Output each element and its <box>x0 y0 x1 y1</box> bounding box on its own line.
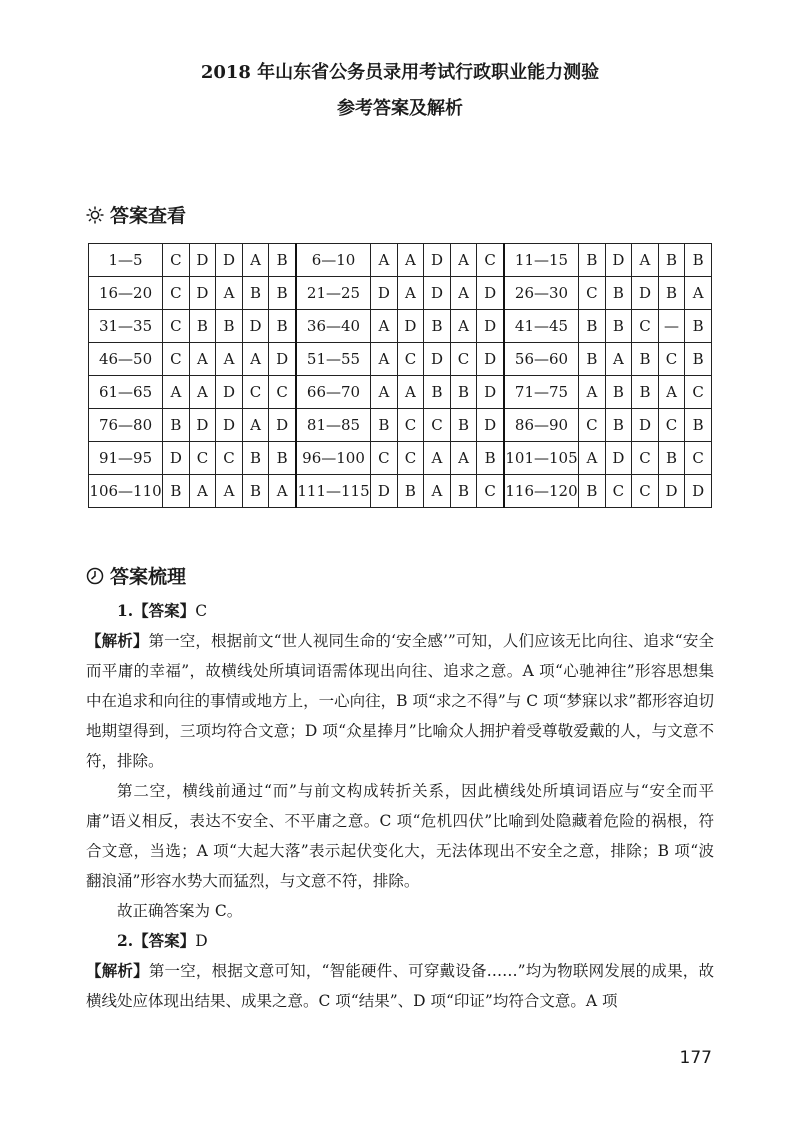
answer-cell: A <box>632 244 659 277</box>
answer-cell: B <box>658 244 685 277</box>
answer-cell: B <box>579 244 606 277</box>
answer-cell: D <box>242 310 269 343</box>
page-subtitle: 参考答案及解析 <box>337 98 463 119</box>
answer-cell: D <box>685 475 712 508</box>
answer-cell: B <box>632 376 659 409</box>
q2-analysis-p1 <box>86 956 714 1016</box>
q1-analysis-label: 【解析】 <box>86 631 149 650</box>
answer-cell: B <box>269 310 296 343</box>
answer-cell: A <box>605 343 632 376</box>
answer-cell: D <box>189 277 216 310</box>
answer-cell: A <box>397 244 424 277</box>
answer-cell: A <box>216 343 243 376</box>
answer-cell: B <box>477 442 504 475</box>
page-number: 177 <box>679 1048 712 1068</box>
answer-cell: B <box>424 376 451 409</box>
answer-cell: A <box>269 475 296 508</box>
question-range: 36—40 <box>296 310 371 343</box>
answer-cell: D <box>397 310 424 343</box>
q1-answer: C <box>195 602 208 620</box>
answer-cell: B <box>685 343 712 376</box>
clock-icon <box>86 567 104 585</box>
answer-cell: B <box>189 310 216 343</box>
answer-cell: C <box>632 475 659 508</box>
answer-cell: A <box>371 376 398 409</box>
question-range: 96—100 <box>296 442 371 475</box>
answer-cell: A <box>371 310 398 343</box>
answer-row <box>89 277 712 310</box>
answer-cell: B <box>450 409 477 442</box>
answer-cell: D <box>632 409 659 442</box>
answer-cell: C <box>163 244 190 277</box>
answer-cell: B <box>424 310 451 343</box>
answer-cell: B <box>685 310 712 343</box>
answer-cell: C <box>579 277 606 310</box>
answer-row <box>89 343 712 376</box>
answer-row <box>89 475 712 508</box>
answer-cell: C <box>632 442 659 475</box>
section-answers-heading <box>86 201 186 228</box>
answer-cell: D <box>477 376 504 409</box>
answer-cell: A <box>450 310 477 343</box>
answer-cell: B <box>269 277 296 310</box>
q1-analysis-text: 第一空，根据前文“世人视同生命的‘安全感’”可知，人们应该无比向往、追求“安全而平庸的幸福”，故横线处所填词语需体现出向往、追求之意。A 项“心驰神往”形容思想集中在追求和向往的事情或地方上，一心向往，B 项“求之不得”与 C 项“梦寐以求”都形容迫切地期望得到，三项均符合文意；D 项“众星捧月”比喻众人拥护着受尊敬爱戴的人，与文意不符，排除。 <box>86 632 714 770</box>
answer-cell: B <box>371 409 398 442</box>
question-range: 106—110 <box>89 475 163 508</box>
question-range: 26—30 <box>504 277 579 310</box>
answer-cell: C <box>216 442 243 475</box>
answer-cell: C <box>450 343 477 376</box>
question-range: 31—35 <box>89 310 163 343</box>
q1-analysis-p1 <box>86 626 714 776</box>
question-range: 41—45 <box>504 310 579 343</box>
answer-cell: B <box>242 277 269 310</box>
answer-cell: — <box>658 310 685 343</box>
question-range: 1—5 <box>89 244 163 277</box>
answer-cell: A <box>189 343 216 376</box>
answer-cell: C <box>685 442 712 475</box>
answer-cell: D <box>424 343 451 376</box>
answer-cell: C <box>477 244 504 277</box>
answer-cell: A <box>216 277 243 310</box>
question-range: 11—15 <box>504 244 579 277</box>
answer-cell: B <box>605 376 632 409</box>
answer-cell: D <box>658 475 685 508</box>
question-range: 81—85 <box>296 409 371 442</box>
answer-cell: B <box>579 343 606 376</box>
answer-cell: D <box>424 277 451 310</box>
answer-cell: A <box>242 343 269 376</box>
answer-cell: A <box>579 442 606 475</box>
q2-label: 2.【答案】 <box>117 931 196 950</box>
section-review-heading <box>86 562 186 589</box>
answer-cell: A <box>189 376 216 409</box>
answer-cell: B <box>163 475 190 508</box>
answer-cell: B <box>632 343 659 376</box>
question-range: 56—60 <box>504 343 579 376</box>
answer-cell: D <box>371 277 398 310</box>
question-range: 91—95 <box>89 442 163 475</box>
answer-cell: B <box>579 475 606 508</box>
section-answers-title: 答案查看 <box>110 205 187 227</box>
answer-cell: A <box>242 244 269 277</box>
question-range: 71—75 <box>504 376 579 409</box>
answer-cell: C <box>163 277 190 310</box>
answer-cell: D <box>371 475 398 508</box>
answer-cell: C <box>242 376 269 409</box>
answer-cell: C <box>579 409 606 442</box>
question-range: 16—20 <box>89 277 163 310</box>
answer-cell: D <box>477 343 504 376</box>
answer-cell: B <box>450 376 477 409</box>
question-range: 6—10 <box>296 244 371 277</box>
answer-cell: A <box>450 442 477 475</box>
answer-cell: D <box>477 310 504 343</box>
answer-cell: D <box>216 376 243 409</box>
answer-cell: C <box>658 343 685 376</box>
answer-cell: A <box>216 475 243 508</box>
answer-cell: A <box>424 475 451 508</box>
answer-row <box>89 442 712 475</box>
page-title: 2018 年山东省公务员录用考试行政职业能力测验 <box>200 62 600 83</box>
answer-cell: A <box>189 475 216 508</box>
question-range: 76—80 <box>89 409 163 442</box>
answer-cell: A <box>424 442 451 475</box>
answer-cell: D <box>605 442 632 475</box>
answer-cell: B <box>605 310 632 343</box>
answer-cell: C <box>605 475 632 508</box>
answer-cell: C <box>371 442 398 475</box>
answer-cell: B <box>242 475 269 508</box>
answer-cell: C <box>163 343 190 376</box>
answer-cell: A <box>371 244 398 277</box>
question-range: 51—55 <box>296 343 371 376</box>
question-range: 21—25 <box>296 277 371 310</box>
q2-analysis-text: 第一空，根据文意可知，“智能硬件、可穿戴设备……”均为物联网发展的成果，故横线处应体现出结果、成果之意。C 项“结果”、D 项“印证”均符合文意。A 项 <box>86 962 714 1010</box>
answer-cell: B <box>605 277 632 310</box>
section-review-title: 答案梳理 <box>110 566 187 588</box>
answer-cell: B <box>216 310 243 343</box>
answer-cell: B <box>685 409 712 442</box>
answer-cell: A <box>397 277 424 310</box>
answer-cell: C <box>163 310 190 343</box>
answer-cell: B <box>397 475 424 508</box>
answer-cell: D <box>216 244 243 277</box>
q2-answer-line <box>86 926 714 956</box>
question-range: 61—65 <box>89 376 163 409</box>
answer-cell: C <box>658 409 685 442</box>
answer-cell: A <box>450 244 477 277</box>
q1-conclusion: 故正确答案为 C。 <box>117 902 243 920</box>
answer-cell: C <box>477 475 504 508</box>
answer-cell: C <box>269 376 296 409</box>
question-range: 101—105 <box>504 442 579 475</box>
q1-label: 1.【答案】 <box>117 601 196 620</box>
answer-row <box>89 310 712 343</box>
question-range: 66—70 <box>296 376 371 409</box>
question-range: 111—115 <box>296 475 371 508</box>
answer-cell: A <box>685 277 712 310</box>
answer-cell: C <box>632 310 659 343</box>
question-range: 86—90 <box>504 409 579 442</box>
answer-table <box>88 243 712 508</box>
answer-cell: C <box>424 409 451 442</box>
answer-row <box>89 376 712 409</box>
answer-cell: D <box>477 277 504 310</box>
answer-cell: D <box>477 409 504 442</box>
answer-cell: D <box>269 343 296 376</box>
answer-row <box>89 409 712 442</box>
answer-cell: B <box>269 442 296 475</box>
q2-analysis-label: 【解析】 <box>86 961 149 980</box>
answer-cell: D <box>189 244 216 277</box>
answer-cell: B <box>658 442 685 475</box>
answer-cell: B <box>685 244 712 277</box>
answer-cell: A <box>579 376 606 409</box>
q2-answer: D <box>195 932 208 950</box>
answer-cell: C <box>685 376 712 409</box>
answer-cell: D <box>163 442 190 475</box>
answer-cell: B <box>605 409 632 442</box>
answer-cell: D <box>605 244 632 277</box>
answer-cell: A <box>450 277 477 310</box>
explanations <box>86 596 714 1016</box>
answer-cell: B <box>450 475 477 508</box>
answer-cell: A <box>242 409 269 442</box>
answer-cell: A <box>658 376 685 409</box>
answer-cell: A <box>163 376 190 409</box>
answer-cell: D <box>189 409 216 442</box>
answer-cell: B <box>269 244 296 277</box>
sun-icon <box>86 206 104 224</box>
answer-cell: B <box>242 442 269 475</box>
answer-cell: D <box>269 409 296 442</box>
answer-cell: C <box>397 409 424 442</box>
answer-cell: A <box>397 376 424 409</box>
answer-cell: B <box>163 409 190 442</box>
q1-analysis-p2: 第二空，横线前通过“而”与前文构成转折关系，因此横线处所填词语应与“安全而平庸”语义相反，表达不安全、不平庸之意。C 项“危机四伏”比喻到处隐藏着危险的祸根，符合文意，当选；A 项“大起大落”表示起伏变化大，无法体现出不安全之意，排除；B 项“波翻浪涌”形容水势大而猛烈，与文意不符，排除。 <box>86 782 714 890</box>
question-range: 116—120 <box>504 475 579 508</box>
answer-cell: C <box>397 343 424 376</box>
answer-cell: C <box>189 442 216 475</box>
answer-cell: D <box>216 409 243 442</box>
answer-cell: C <box>397 442 424 475</box>
answer-cell: B <box>658 277 685 310</box>
answer-cell: A <box>371 343 398 376</box>
answer-cell: B <box>579 310 606 343</box>
question-range: 46—50 <box>89 343 163 376</box>
answer-cell: D <box>632 277 659 310</box>
answer-row <box>89 244 712 277</box>
answer-cell: D <box>424 244 451 277</box>
q1-answer-line <box>86 596 714 626</box>
